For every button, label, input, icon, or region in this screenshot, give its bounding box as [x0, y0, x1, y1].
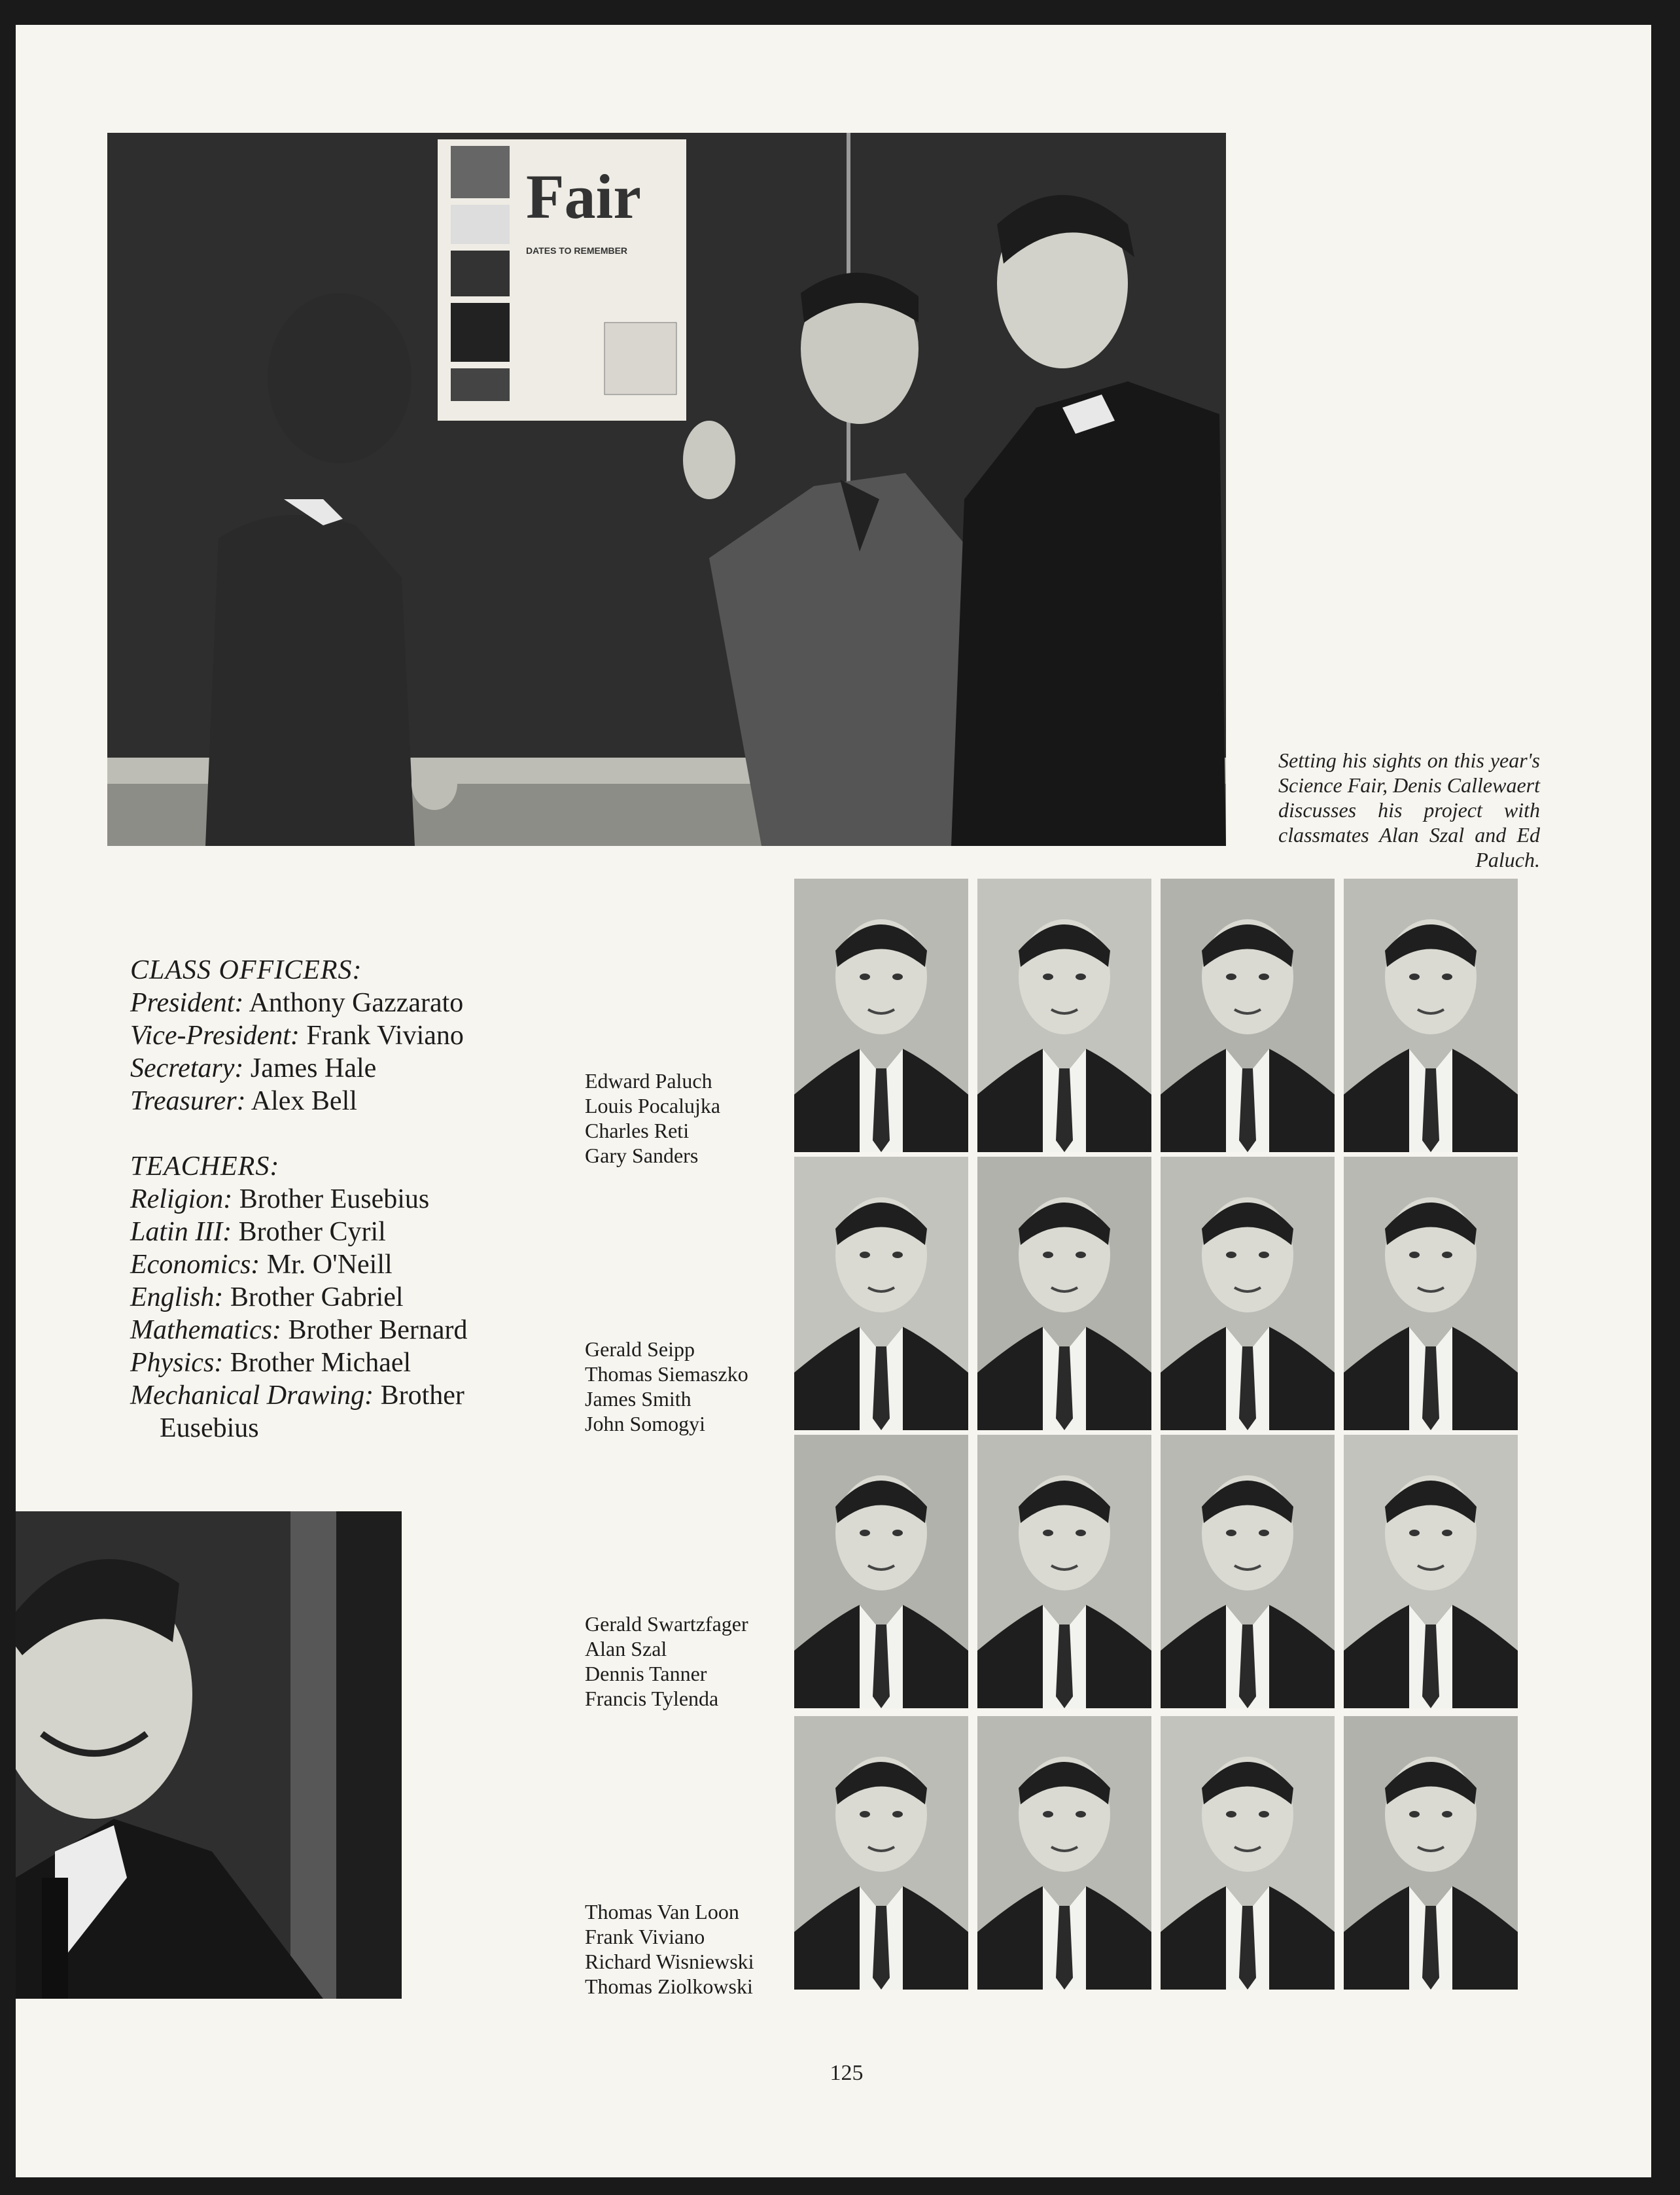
- student-name: John Somogyi: [585, 1412, 706, 1435]
- student-portrait: [1344, 1157, 1518, 1430]
- student-name: Thomas Siemaszko: [585, 1362, 748, 1386]
- student-name: Charles Reti: [585, 1119, 690, 1142]
- teacher-line: English: Brother Gabriel: [130, 1282, 404, 1312]
- student-name: Francis Tylenda: [585, 1687, 719, 1710]
- student-portrait: [1344, 879, 1518, 1152]
- student-portrait: [1161, 1435, 1335, 1708]
- class-info: [130, 954, 549, 1445]
- officer-line: Secretary: James Hale: [130, 1053, 377, 1083]
- page-number: 125: [830, 2061, 864, 2085]
- student-name: Alan Szal: [585, 1637, 667, 1660]
- student-name: Richard Wisniewski: [585, 1950, 754, 1973]
- student-portrait: [1344, 1435, 1518, 1708]
- student-portrait: [1344, 1716, 1518, 1990]
- student-name: Thomas Ziolkowski: [585, 1975, 753, 1998]
- yearbook-page: [16, 25, 1651, 2177]
- science-fair-photo: [107, 133, 1226, 846]
- student-name: Thomas Van Loon: [585, 1900, 739, 1923]
- officer-line: Treasurer: Alex Bell: [130, 1086, 357, 1116]
- student-portrait: [794, 879, 968, 1152]
- student-portrait: [977, 879, 1151, 1152]
- student-portrait: [794, 1157, 968, 1430]
- student-portrait: [977, 1435, 1151, 1708]
- teachers-heading: TEACHERS:: [130, 1151, 280, 1182]
- candid-portrait-photo: [16, 1511, 402, 1999]
- student-name: Gerald Seipp: [585, 1337, 695, 1361]
- student-name: Frank Viviano: [585, 1925, 705, 1948]
- teacher-line-continuation: Eusebius: [160, 1413, 259, 1443]
- teacher-line: Mechanical Drawing: Brother: [130, 1380, 464, 1411]
- name-list-row-4: [585, 1899, 801, 1999]
- photo-caption: Setting his sights on this year's Science Fair, Denis Callewaert discusses his project with classmates Alan Szal and Ed Paluch.: [1278, 748, 1540, 871]
- poster-title: Fair: [526, 162, 641, 232]
- teacher-line: Economics: Mr. O'Neill: [130, 1250, 393, 1280]
- student-portrait: [977, 1716, 1151, 1990]
- student-name: Gary Sanders: [585, 1144, 699, 1167]
- student-portrait: [1161, 879, 1335, 1152]
- student-name: Gerald Swartzfager: [585, 1612, 748, 1636]
- student-portrait: [1161, 1157, 1335, 1430]
- student-portrait: [794, 1435, 968, 1708]
- student-name: Dennis Tanner: [585, 1662, 707, 1685]
- teacher-line: Latin III: Brother Cyril: [130, 1217, 386, 1247]
- student-name: Louis Pocalujka: [585, 1094, 721, 1117]
- teacher-line: Mathematics: Brother Bernard: [130, 1315, 468, 1345]
- student-name: James Smith: [585, 1387, 691, 1411]
- teacher-line: Physics: Brother Michael: [130, 1348, 411, 1378]
- student-portrait: [977, 1157, 1151, 1430]
- name-list-row-1: [585, 1068, 801, 1168]
- teacher-line: Religion: Brother Eusebius: [130, 1184, 430, 1214]
- class-officers-heading: CLASS OFFICERS:: [130, 955, 362, 985]
- name-list-row-2: [585, 1337, 801, 1436]
- officer-line: Vice-President: Frank Viviano: [130, 1021, 464, 1051]
- student-portrait: [1161, 1716, 1335, 1990]
- student-name: Edward Paluch: [585, 1069, 712, 1093]
- name-list-row-3: [585, 1611, 801, 1711]
- officer-line: President: Anthony Gazzarato: [130, 988, 464, 1018]
- poster-subhead: DATES TO REMEMBER: [526, 245, 628, 256]
- student-portrait: [794, 1716, 968, 1990]
